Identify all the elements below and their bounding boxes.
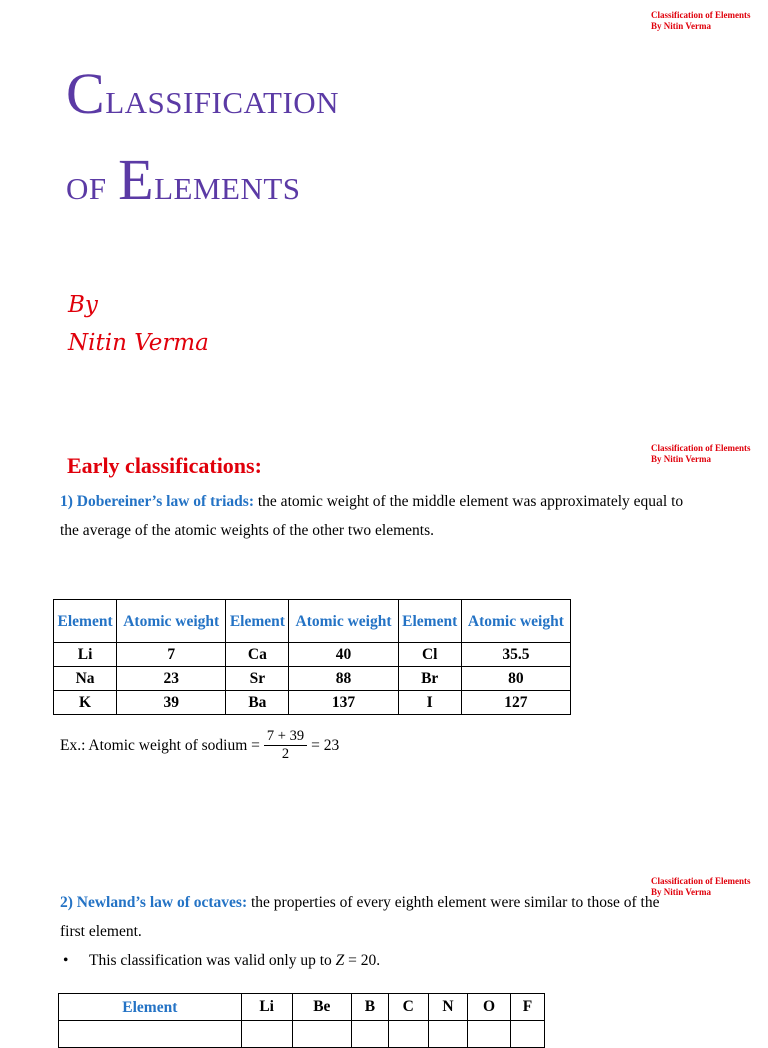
header-cell: Atomic weight <box>461 600 570 643</box>
table-cell: 88 <box>289 667 398 691</box>
table-cell: Li <box>54 643 117 667</box>
example-equation <box>60 728 339 763</box>
header-author: By Nitin Verma <box>651 454 712 464</box>
bullet-text-end: = 20. <box>344 952 381 969</box>
table-cell: I <box>398 691 461 715</box>
header-title: Classification of Elements <box>651 876 751 886</box>
table-cell: 23 <box>117 667 226 691</box>
triads-paragraph <box>60 487 700 545</box>
header-cell: F <box>510 994 544 1021</box>
octaves-label: 2) Newland’s law of octaves: <box>60 894 248 911</box>
octaves-paragraph <box>60 888 660 946</box>
title-initial: C <box>66 61 106 126</box>
title-line-1 <box>66 61 340 126</box>
table-cell <box>241 1021 292 1048</box>
bullet-text: This classification was valid only up to <box>89 952 336 969</box>
header-author: By Nitin Verma <box>651 21 712 31</box>
table-cell: 80 <box>461 667 570 691</box>
table-cell: 39 <box>117 691 226 715</box>
triads-label: 1) Dobereiner’s law of triads: <box>60 493 254 510</box>
table-row <box>54 691 571 715</box>
example-result: = 23 <box>311 736 340 754</box>
table-cell <box>510 1021 544 1048</box>
header-cell: B <box>351 994 388 1021</box>
running-header <box>651 443 751 465</box>
title-rest: lements <box>154 160 301 209</box>
table-cell: Sr <box>226 667 289 691</box>
header-cell: Atomic weight <box>117 600 226 643</box>
table-row <box>59 1021 545 1048</box>
table-cell: Br <box>398 667 461 691</box>
header-cell: Element <box>54 600 117 643</box>
header-cell: Be <box>292 994 351 1021</box>
title-line-2 <box>66 147 301 212</box>
table-cell: 7 <box>117 643 226 667</box>
running-header <box>651 10 751 32</box>
table-row <box>54 643 571 667</box>
header-cell: O <box>468 994 511 1021</box>
list-item <box>60 946 380 975</box>
title-rest: lassification <box>105 74 340 123</box>
table-cell: K <box>54 691 117 715</box>
header-cell: Li <box>241 994 292 1021</box>
table-cell: Ba <box>226 691 289 715</box>
bullet-variable: Z <box>335 952 345 969</box>
title-initial: E <box>118 147 155 212</box>
header-cell: Element <box>226 600 289 643</box>
table-cell <box>292 1021 351 1048</box>
table-cell: Ca <box>226 643 289 667</box>
header-author: By Nitin Verma <box>651 887 712 897</box>
header-title: Classification of Elements <box>651 10 751 20</box>
header-title: Classification of Elements <box>651 443 751 453</box>
table-cell: 35.5 <box>461 643 570 667</box>
octaves-bullets <box>60 946 380 975</box>
header-cell: Element <box>59 994 242 1021</box>
table-cell: Na <box>54 667 117 691</box>
table-row <box>54 667 571 691</box>
author-name: Nitin Verma <box>68 330 209 356</box>
header-cell: N <box>428 994 468 1021</box>
table-header-row <box>54 600 571 643</box>
table-header-row <box>59 994 545 1021</box>
fraction-denominator: 2 <box>281 746 290 762</box>
section-heading: Early classifications: <box>67 453 262 478</box>
table-cell <box>351 1021 388 1048</box>
triads-text: the atomic weight of the middle element was approximately equal to the average of the atomic weights of the other two elements. <box>60 493 684 539</box>
by-label: By <box>68 292 98 318</box>
triads-table <box>53 599 571 715</box>
title-pre: of <box>66 160 119 209</box>
table-cell <box>388 1021 428 1048</box>
example-prefix: Ex.: Atomic weight of sodium = <box>60 736 260 754</box>
table-cell: 137 <box>289 691 398 715</box>
header-cell: Element <box>398 600 461 643</box>
running-header <box>651 876 751 898</box>
octaves-table <box>58 993 545 1048</box>
table-cell <box>59 1021 242 1048</box>
example-fraction <box>264 728 307 763</box>
octaves-text: the properties of every eighth element were similar to those of the first element. <box>60 894 660 940</box>
table-cell <box>468 1021 511 1048</box>
header-cell: C <box>388 994 428 1021</box>
fraction-numerator: 7 + 39 <box>264 728 307 746</box>
table-cell: 40 <box>289 643 398 667</box>
header-cell: Atomic weight <box>289 600 398 643</box>
table-cell: Cl <box>398 643 461 667</box>
table-cell <box>428 1021 468 1048</box>
table-cell: 127 <box>461 691 570 715</box>
